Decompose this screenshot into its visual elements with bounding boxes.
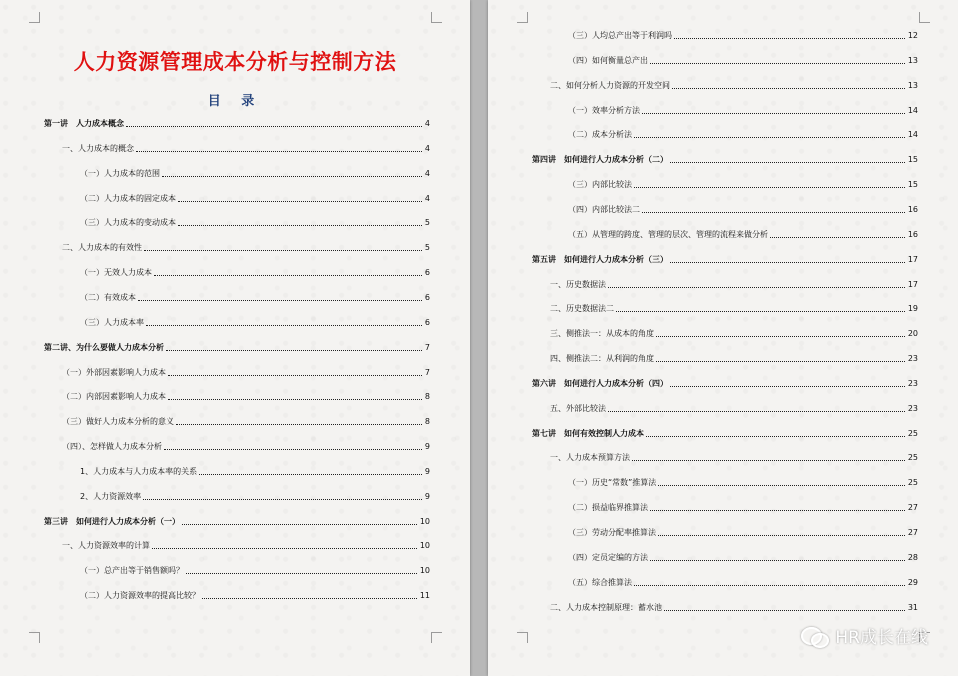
toc-entry-label: 第三讲 如何进行人力成本分析（一） xyxy=(44,516,180,526)
toc-entry-label: 第六讲 如何进行人力成本分析（四） xyxy=(532,378,668,388)
toc-entry-label: （四）、怎样做人力成本分析 xyxy=(62,442,162,452)
toc-entry[interactable] xyxy=(568,31,918,41)
toc-entry-label: 第四讲 如何进行人力成本分析（二） xyxy=(532,155,668,165)
toc-entry[interactable] xyxy=(550,453,918,463)
toc-entry-page: 7 xyxy=(424,367,430,377)
toc-entry-label: （四）如何衡量总产出 xyxy=(568,55,648,65)
toc-entry-page: 27 xyxy=(907,528,918,537)
toc-entry[interactable] xyxy=(80,566,430,576)
toc-entry[interactable] xyxy=(62,243,430,253)
toc-entry[interactable] xyxy=(80,467,430,477)
toc-entry-page: 19 xyxy=(907,304,918,314)
toc-entry[interactable] xyxy=(568,578,918,588)
dot-leader xyxy=(608,287,905,288)
toc-entry[interactable] xyxy=(568,205,918,215)
toc-entry-label: （三）人力成本的变动成本 xyxy=(80,218,176,228)
toc-entry-page: 4 xyxy=(424,168,430,178)
toc-entry-page: 23 xyxy=(907,378,918,388)
toc-entry[interactable] xyxy=(568,553,918,563)
toc-entry-label: 第七讲 如何有效控制人力成本 xyxy=(532,428,644,438)
toc-entry-page: 29 xyxy=(907,577,918,587)
dot-leader xyxy=(642,212,905,213)
toc-entry-label: （三）人力成本率 xyxy=(80,317,144,327)
dot-leader xyxy=(656,361,905,362)
dot-leader xyxy=(152,548,417,549)
toc-entry[interactable] xyxy=(80,169,430,179)
toc-entry-page: 6 xyxy=(424,317,430,327)
toc-entry-label: （一）效率分析方法 xyxy=(568,105,640,115)
watermark xyxy=(801,623,928,648)
toc-entry-page: 9 xyxy=(424,442,430,452)
dot-leader xyxy=(632,460,905,461)
toc-entry-page: 17 xyxy=(907,254,918,264)
toc-entry-page: 8 xyxy=(424,392,430,402)
toc-entry[interactable] xyxy=(568,230,918,240)
toc-entry[interactable] xyxy=(80,194,430,204)
dot-leader xyxy=(658,535,905,536)
toc-entry[interactable] xyxy=(44,343,430,353)
toc-entry-label: 第一讲 人力成本概念 xyxy=(44,119,124,128)
toc-entry[interactable] xyxy=(44,119,430,129)
toc-entry-label: 一、人力成本的概念 xyxy=(62,143,134,153)
toc-entry[interactable] xyxy=(550,304,918,314)
dot-leader xyxy=(154,275,422,276)
toc-heading: 目 录 xyxy=(207,94,263,109)
dot-leader xyxy=(146,325,422,326)
wechat-icon xyxy=(801,625,829,647)
toc-entry[interactable] xyxy=(568,503,918,513)
toc-entry-label: 二、人力成本的有效性 xyxy=(62,243,142,253)
dot-leader xyxy=(664,610,905,611)
toc-entry[interactable] xyxy=(62,442,430,452)
toc-entry-page: 17 xyxy=(907,279,918,289)
corner-mark xyxy=(517,632,528,643)
toc-entry-label: 四、侧推法二：从利润的角度 xyxy=(550,354,654,364)
toc-entry-page: 14 xyxy=(907,130,918,140)
toc-entry-label: （二）内部因素影响人力成本 xyxy=(62,392,166,402)
toc-entry-label: 一、历史数据法 xyxy=(550,279,606,289)
toc-entry[interactable] xyxy=(550,404,918,414)
toc-entry-page: 12 xyxy=(907,31,918,40)
toc-entry[interactable] xyxy=(568,180,918,190)
toc-entry-label: 第五讲 如何进行人力成本分析（三） xyxy=(532,254,668,264)
toc-entry-label: 第二讲、为什么要做人力成本分析 xyxy=(44,342,164,352)
toc-entry-page: 6 xyxy=(424,268,430,278)
toc-entry-page: 13 xyxy=(907,80,918,90)
toc-entry-label: （四）定员定编的方法 xyxy=(568,552,648,562)
toc-entry-page: 20 xyxy=(907,329,918,339)
dot-leader xyxy=(646,436,905,437)
toc-entry-page: 13 xyxy=(907,55,918,65)
toc-entry-label: 二、如何分析人力资源的开发空间 xyxy=(550,80,670,90)
toc-entry-label: （一）外部因素影响人力成本 xyxy=(62,367,166,377)
dot-leader xyxy=(634,585,905,586)
toc-entry-label: （三）内部比较法 xyxy=(568,180,632,190)
toc-entry[interactable] xyxy=(62,368,430,378)
corner-mark xyxy=(431,12,442,23)
toc-entry-label: （五）从管理的跨度、管理的层次、管理的流程来做分析 xyxy=(568,229,768,239)
dot-leader xyxy=(162,176,422,177)
toc-entry-label: （二）有效成本 xyxy=(80,292,136,302)
toc-entry-label: 二、人力成本控制原理：蓄水池 xyxy=(550,602,662,612)
dot-leader xyxy=(143,499,422,500)
corner-mark xyxy=(29,632,40,643)
toc-entry[interactable] xyxy=(532,429,918,439)
toc-entry-page: 16 xyxy=(907,229,918,239)
toc-entry[interactable] xyxy=(568,478,918,488)
dot-leader xyxy=(650,510,905,511)
dot-leader xyxy=(182,524,417,525)
dot-leader xyxy=(658,485,905,486)
dot-leader xyxy=(136,151,422,152)
dot-leader xyxy=(199,474,422,475)
toc-entry[interactable] xyxy=(80,318,430,328)
toc-entry-label: （三）劳动分配率推算法 xyxy=(568,528,656,537)
toc-entry[interactable] xyxy=(62,541,430,551)
toc-entry-page: 4 xyxy=(424,193,430,203)
toc-entry-page: 10 xyxy=(419,541,430,551)
dot-leader xyxy=(186,573,417,574)
toc-entry-label: 一、人力成本预算方法 xyxy=(550,453,630,463)
toc-entry-page: 15 xyxy=(907,180,918,190)
toc-entry-page: 25 xyxy=(907,428,918,438)
toc-entry[interactable] xyxy=(80,591,430,601)
toc-entry[interactable] xyxy=(80,268,430,278)
toc-entry-page: 23 xyxy=(907,403,918,413)
toc-entry-label: 三、侧推法一：从成本的角度 xyxy=(550,329,654,339)
toc-entry-label: 一、人力资源效率的计算 xyxy=(62,541,150,551)
toc-entry-page: 5 xyxy=(424,218,430,228)
toc-entry-label: （二）人力资源效率的提高比较？ xyxy=(80,591,200,601)
toc-entry[interactable] xyxy=(550,354,918,364)
dot-leader xyxy=(670,262,905,263)
toc-entry[interactable] xyxy=(568,56,918,66)
toc-entry-page: 10 xyxy=(419,566,430,576)
dot-leader xyxy=(178,201,422,202)
toc-entry[interactable] xyxy=(80,492,430,502)
toc-entry-label: 1、人力成本与人力成本率的关系 xyxy=(80,466,198,476)
toc-entry-label: （五）综合推算法 xyxy=(568,577,632,587)
toc-entry-page: 7 xyxy=(424,342,430,352)
toc-entry-label: （一）历史“常数”推算法 xyxy=(568,478,657,488)
toc-entry-label: （三）做好人力成本分析的意义 xyxy=(62,417,174,427)
toc-entry-page: 6 xyxy=(424,292,430,302)
toc-entry[interactable] xyxy=(568,528,918,538)
toc-entry[interactable] xyxy=(80,218,430,228)
toc-entry-label: （四）内部比较法二 xyxy=(568,204,640,214)
toc-entry[interactable] xyxy=(568,130,918,140)
toc-entry[interactable] xyxy=(568,106,918,116)
toc-entry[interactable] xyxy=(532,379,918,389)
toc-entry-page: 9 xyxy=(424,491,430,501)
dot-leader xyxy=(634,187,905,188)
toc-entry-label: （一）无效人力成本 xyxy=(80,268,152,278)
dot-leader xyxy=(642,113,905,114)
toc-entry-page: 23 xyxy=(907,354,918,364)
toc-entry-label: 2、人力资源效率 xyxy=(80,491,142,501)
document-title: 人力资源管理成本分析与控制方法 xyxy=(73,50,397,74)
dot-leader xyxy=(670,162,905,163)
dot-leader xyxy=(126,126,422,127)
toc-entry-page: 28 xyxy=(907,552,918,562)
toc-entry-page: 9 xyxy=(424,466,430,476)
dot-leader xyxy=(178,225,422,226)
toc-entry[interactable] xyxy=(550,329,918,339)
toc-entry[interactable] xyxy=(550,81,918,91)
corner-mark xyxy=(431,632,442,643)
dot-leader xyxy=(202,598,417,599)
right-page xyxy=(488,0,958,676)
toc-entry-page: 8 xyxy=(424,417,430,427)
toc-entry-page: 16 xyxy=(907,204,918,214)
toc-entry[interactable] xyxy=(62,417,430,427)
toc-entry-page: 4 xyxy=(424,119,430,128)
corner-mark xyxy=(517,12,528,23)
toc-entry-page: 10 xyxy=(419,516,430,526)
dot-leader xyxy=(650,560,905,561)
corner-mark xyxy=(29,12,40,23)
dot-leader xyxy=(166,350,422,351)
dot-leader xyxy=(650,63,905,64)
toc-entry-label: （三）人均总产出等于利润吗 xyxy=(568,31,672,40)
toc-entry[interactable] xyxy=(550,280,918,290)
toc-entry[interactable] xyxy=(550,603,918,613)
dot-leader xyxy=(616,311,905,312)
toc-entry-page: 25 xyxy=(907,478,918,488)
dot-leader xyxy=(608,411,905,412)
dot-leader xyxy=(656,336,905,337)
dot-leader xyxy=(168,375,422,376)
toc-entry-label: 五、外部比较法 xyxy=(550,403,606,413)
left-page xyxy=(0,0,470,676)
toc-entry[interactable] xyxy=(62,144,430,154)
dot-leader xyxy=(176,424,422,425)
corner-mark xyxy=(919,12,930,23)
toc-entry-label: （二）损益临界推算法 xyxy=(568,503,648,513)
toc-entry-label: （一）人力成本的范围 xyxy=(80,168,160,178)
dot-leader xyxy=(770,237,905,238)
toc-entry-page: 4 xyxy=(424,143,430,153)
toc-entry-page: 27 xyxy=(907,503,918,513)
toc-entry-page: 25 xyxy=(907,453,918,463)
toc-entry[interactable] xyxy=(44,517,430,527)
toc-entry-label: （一）总产出等于销售额吗？ xyxy=(80,566,184,576)
dot-leader xyxy=(672,88,905,89)
toc-entry[interactable] xyxy=(62,392,430,402)
toc-entry-page: 11 xyxy=(419,591,430,601)
toc-entry-label: （二）人力成本的固定成本 xyxy=(80,193,176,203)
dot-leader xyxy=(674,38,905,39)
dot-leader xyxy=(164,449,422,450)
toc-entry-page: 31 xyxy=(907,602,918,612)
toc-entry-label: 二、历史数据法二 xyxy=(550,304,614,314)
dot-leader xyxy=(168,399,422,400)
toc-entry-page: 14 xyxy=(907,105,918,115)
toc-entry-page: 5 xyxy=(424,243,430,253)
dot-leader xyxy=(138,300,422,301)
toc-entry[interactable] xyxy=(532,155,918,165)
watermark-text: HR成长在线 xyxy=(835,628,928,648)
toc-entry-page: 15 xyxy=(907,155,918,165)
dot-leader xyxy=(634,137,905,138)
dot-leader xyxy=(670,386,905,387)
toc-entry[interactable] xyxy=(80,293,430,303)
dot-leader xyxy=(144,250,422,251)
toc-entry[interactable] xyxy=(532,255,918,265)
toc-entry-label: （二）成本分析法 xyxy=(568,130,632,140)
